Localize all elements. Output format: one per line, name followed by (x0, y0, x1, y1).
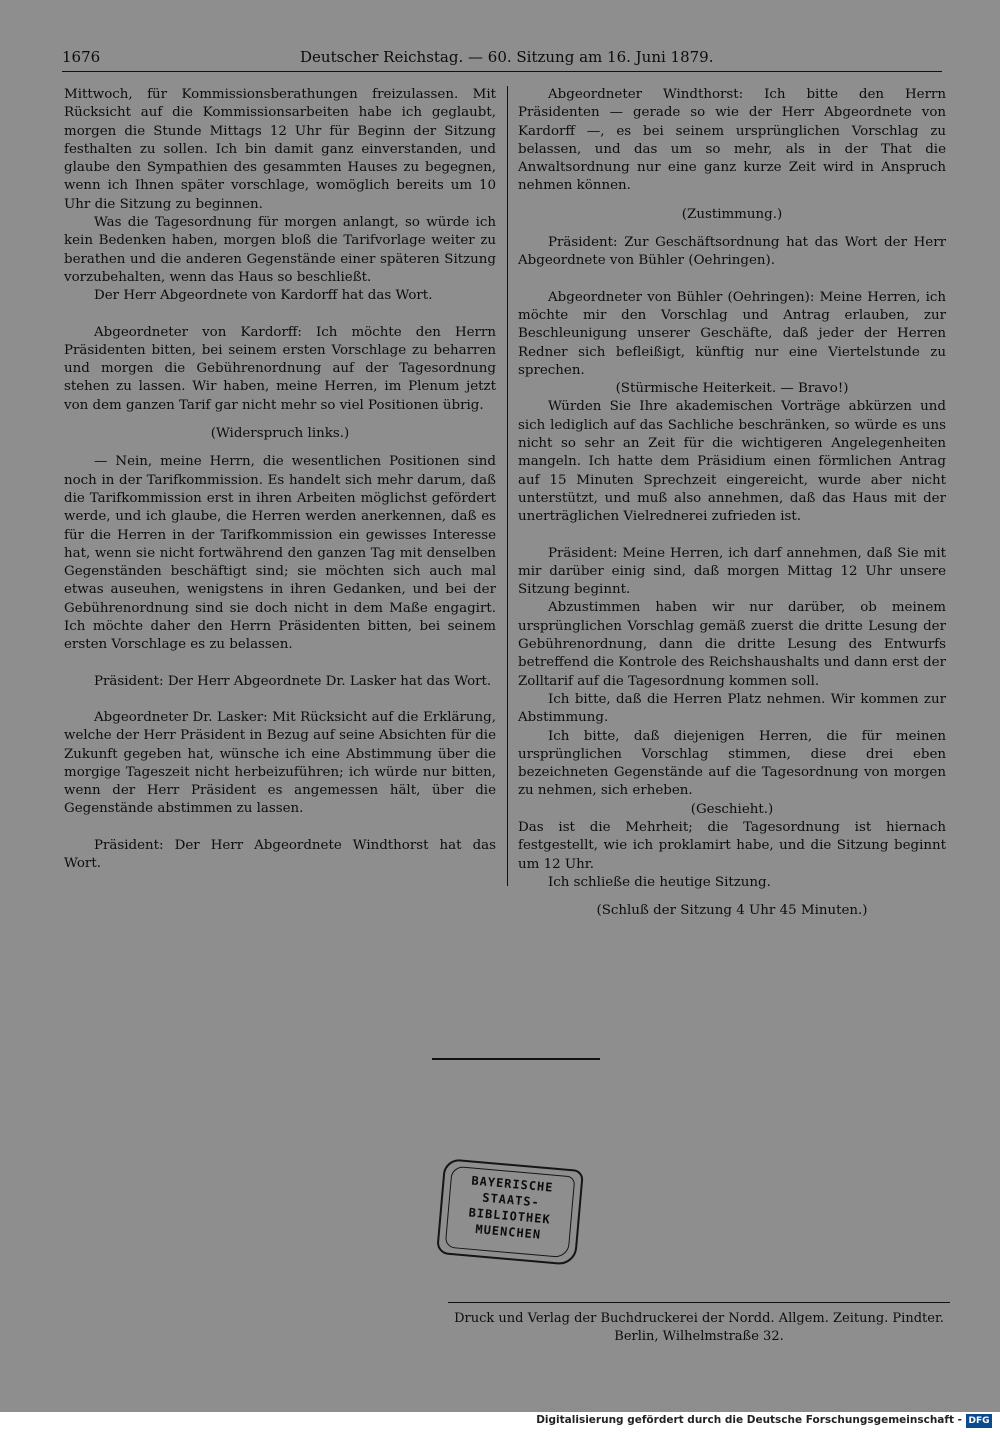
stamp-line: BIBLIOTHEK (468, 1205, 552, 1227)
page-header (62, 44, 942, 70)
header-rule (62, 71, 942, 72)
paragraph: Würden Sie Ihre akademischen Vorträge abkürzen und sich lediglich auf das Sachliche beschränken, so würde es uns nicht so sehr an Zeit für die wichtigeren Angelegenheiten mangeln. Ich hatte dem Präsidium einen förmlichen Antrag auf 15 Minuten Sprechzeit eingereicht, wurde aber nicht unterstützt, und muß also annehmen, daß das Haus mit der unerträglichen Vielrednerei zufrieden ist. (518, 399, 946, 525)
right-column (518, 86, 946, 920)
paragraph: Abzustimmen haben wir nur darüber, ob meinem ursprünglichen Vorschlag gemäß zuerst die dritte Lesung der Gebührenordnung, dann die dritte Lesung des Entwurfs betreffend die Kontrole des Reichshaushalts und dann erst der Zolltarif auf die Tagesordnung kommen soll. (518, 600, 946, 689)
session-close: (Schluß der Sitzung 4 Uhr 45 Minuten.) (596, 903, 868, 919)
interjection: (Widerspruch links.) (210, 426, 350, 442)
speech-buehler: Abgeordneter von Bühler (Oehringen): Meine Herren, ich möchte mir den Vorschlag und Antrag erlauben, zur Beschleunigung unserer Geschäfte, daß jeder der Herren Redner sich befleißigt, künftig nur eine Viertelstunde zu sprechen. (518, 289, 946, 378)
paragraph: Ich bitte, daß die Herren Platz nehmen. Wir kommen zur Abstimmung. (518, 691, 946, 726)
interjection: (Stürmische Heiterkeit. — Bravo!) (615, 381, 849, 397)
paragraph: Ich bitte, daß diejenigen Herren, die für meinen ursprünglichen Vorschlag stimmen, diese drei eben bezeichneten Gegenstände auf die Tagesordnung von morgen zu nehmen, sich erheben. (518, 728, 946, 799)
speech-lasker: Abgeordneter Dr. Lasker: Mit Rücksicht auf die Erklärung, welche der Herr Präsident in Bezug auf seine Absichten für die Zukunft gegeben hat, wünsche ich eine Abstimmung über die morgige Tageszeit nicht herbeizuführen; ich würde nur bitten, wenn der Herr Präsident es angemessen hält, über die Gegenstände abstimmen zu lassen. (64, 709, 496, 817)
imprint-line: Berlin, Wilhelmstraße 32. (614, 1329, 784, 1344)
running-title: Deutscher Reichstag. — 60. Sitzung am 16. Juni 1879. (300, 48, 714, 66)
interjection: (Zustimmung.) (681, 206, 783, 222)
stamp-line: MUENCHEN (474, 1222, 542, 1242)
interjection: (Geschieht.) (690, 801, 774, 817)
speech-president: Präsident: Meine Herren, ich darf annehmen, daß Sie mit mir darüber einig sind, daß morgen Mittag 12 Uhr unsere Sitzung beginnt. (518, 545, 946, 598)
stamp-text (440, 1170, 581, 1246)
paragraph: Das ist die Mehrheit; die Tagesordnung ist hiernach festgestellt, wie ich proklamirt habe, und die Sitzung beginnt um 12 Uhr. (518, 819, 946, 872)
imprint-rule (448, 1302, 950, 1303)
dfg-logo-icon: DFG (966, 1414, 992, 1428)
paragraph: Was die Tagesordnung für morgen anlangt, so würde ich kein Bedenken haben, morgen bloß die Tarifvorlage weiter zu berathen und die anderen Gegenstände einer späteren Sitzung vorzubehalten, wenn das Haus so beschließt. (64, 215, 496, 285)
funding-note: Digitalisierung gefördert durch die Deutsche Forschungsgemeinschaft - (536, 1414, 962, 1426)
paragraph: — Nein, meine Herrn, die wesentlichen Positionen sind noch in der Tarifkommission. Es handelt sich mehr darum, daß die Tarifkommission erst in ihren Arbeiten möglichst gefördert werde, und ich glaube, die Herren werden anerkennen, daß es für die Herren in der Tarifkommission ein gewisses Interesse hat, wenn sie nicht fortwährend den ganzen Tag mit denselben Gegenständen beschäftigt sind; sie möchten sich auch mal etwas auseuhen, wenigstens in ihren Gedanken, und bei der Gebührenordnung sind sie doch nicht in dem Maße engagirt. Ich möchte daher den Herrn Präsidenten bitten, bei seinem ersten Vorschlage es zu belassen. (64, 454, 496, 653)
speech-president: Präsident: Zur Geschäftsordnung hat das Wort der Herr Abgeordnete von Bühler (Oehringen). (518, 235, 946, 269)
paragraph: Ich schließe die heutige Sitzung. (548, 874, 771, 890)
printer-imprint (448, 1310, 950, 1346)
imprint-line: Druck und Verlag der Buchdruckerei der Nordd. Allgem. Zeitung. Pindter. (454, 1311, 944, 1326)
paragraph: Der Herr Abgeordnete von Kardorff hat das Wort. (94, 288, 433, 304)
column-divider (507, 86, 508, 886)
speech-windthorst: Abgeordneter Windthorst: Ich bitte den Herrn Präsidenten — gerade so wie der Herr Abgeordnete von Kardorff —, es bei seinem ursprünglichen Vorschlag zu belassen, und das um so mehr, als in der That die Anwaltsordnung nur eine ganz kurze Zeit wird in Anspruch nehmen können. (518, 87, 946, 194)
end-rule (432, 1058, 600, 1060)
paragraph: Mittwoch, für Kommissionsberathungen freizulassen. Mit Rücksicht auf die Kommissionsarbeiten habe ich geglaubt, morgen die Stunde Mittags 12 Uhr für Beginn der Sitzung festhalten zu sollen. Ich bin damit ganz einverstanden, und glaube den Sympathien des gesammten Hauses zu begegnen, wenn ich Ihnen später vorschlage, womöglich bereits um 10 Uhr die Sitzung zu beginnen. (64, 87, 496, 212)
speech-president: Präsident: Der Herr Abgeordnete Dr. Lasker hat das Wort. (94, 673, 492, 689)
speech-kardorff: Abgeordneter von Kardorff: Ich möchte den Herrn Präsidenten bitten, bei seinem ersten Vorschlage zu beharren und morgen die Gebührenordnung auf der Tagesordnung stehen zu lassen. Wir haben, meine Herren, im Plenum jetzt von dem ganzen Tarif gar nicht mehr so viel Positionen übrig. (64, 324, 496, 413)
stamp-line: BAYERISCHE (470, 1173, 555, 1195)
library-stamp (436, 1158, 584, 1266)
speech-president: Präsident: Der Herr Abgeordnete Windthorst hat das Wort. (64, 837, 496, 871)
left-column (64, 86, 496, 873)
stamp-line: STAATS- (481, 1190, 541, 1210)
page-number: 1676 (62, 48, 101, 66)
